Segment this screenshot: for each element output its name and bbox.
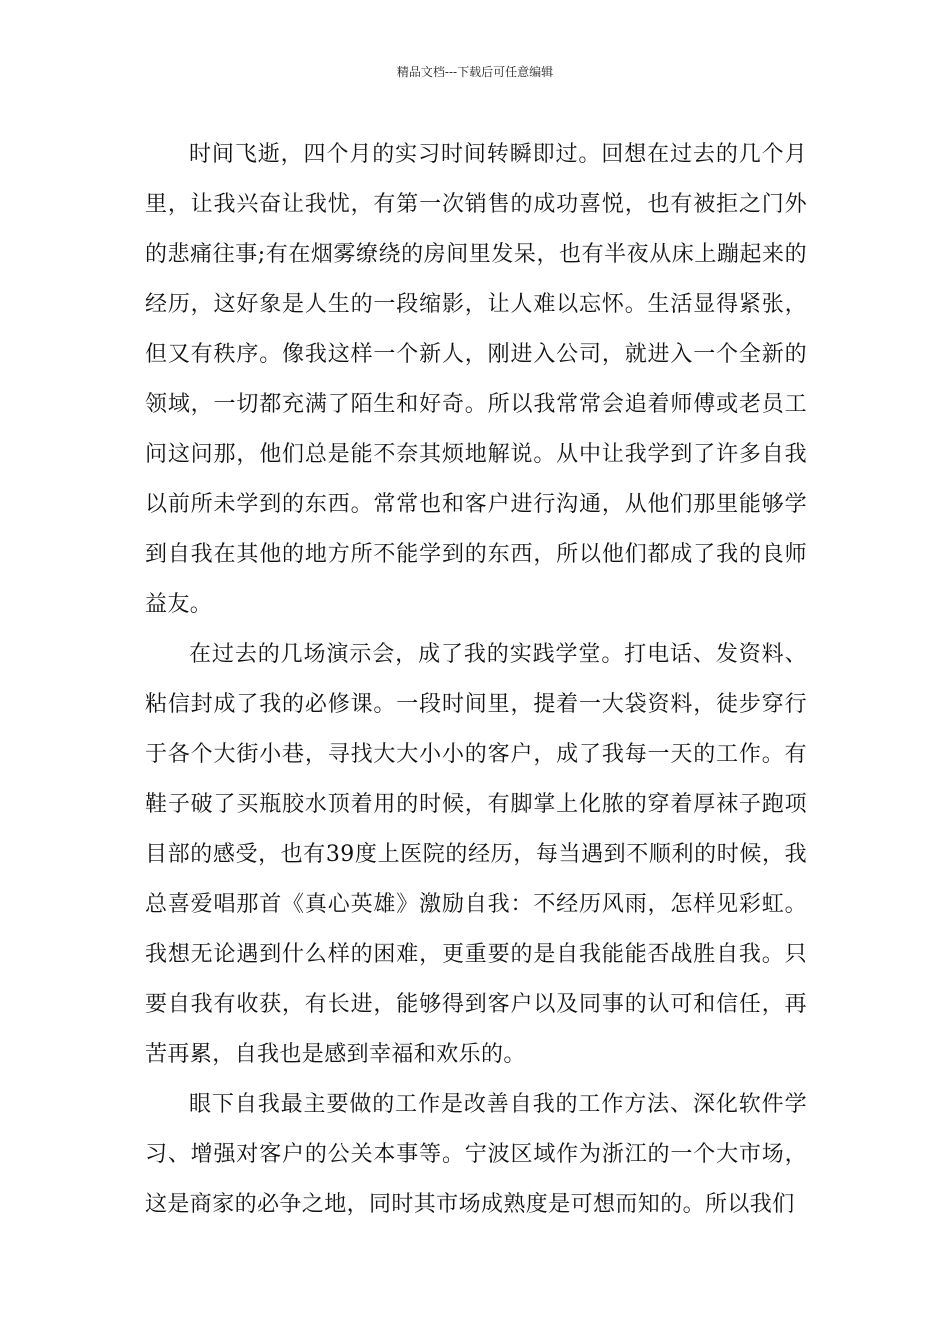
paragraph-3: 眼下自我最主要做的工作是改善自我的工作方法、深化软件学习、增强对客户的公关本事等。宁波区域作为浙江的一个大市场，这是商家的必争之地，同时其市场成熟度是可想而知的。所以我们 (145, 1092, 807, 1217)
page-header: 精品文档---下载后可任意编辑 (396, 65, 554, 79)
paragraph-2: 在过去的几场演示会，成了我的实践学堂。打电话、发资料、粘信封成了我的必修课。一段时间里，提着一大袋资料，徒步穿行于各个大街小巷，寻找大大小小的客户，成了我每一天的工作。有鞋子破了买瓶胶水顶着用的时候，有脚掌上化脓的穿着厚袜子跑项目部的感受，也有39度上医院的经历，每当遇到不顺利的时候，我总喜爱唱那首《真心英雄》激励自我：不经历风雨，怎样见彩虹。我想无论遇到什么样的困难，更重要的是自我能能否战胜自我。只要自我有收获，有长进，能够得到客户以及同事的认可和信任，再苦再累，自我也是感到幸福和欢乐的。 (145, 642, 807, 1067)
document-body (145, 130, 807, 1230)
paragraph-1: 时间飞逝，四个月的实习时间转瞬即过。回想在过去的几个月里，让我兴奋让我忧，有第一次销售的成功喜悦，也有被拒之门外的悲痛往事;有在烟雾缭绕的房间里发呆，也有半夜从床上蹦起来的经历，这好象是人生的一段缩影，让人难以忘怀。生活显得紧张，但又有秩序。像我这样一个新人，刚进入公司，就进入一个全新的领域，一切都充满了陌生和好奇。所以我常常会追着师傅或老员工问这问那，他们总是能不奈其烦地解说。从中让我学到了许多自我以前所未学到的东西。常常也和客户进行沟通，从他们那里能够学到自我在其他的地方所不能学到的东西，所以他们都成了我的良师益友。 (145, 142, 807, 617)
